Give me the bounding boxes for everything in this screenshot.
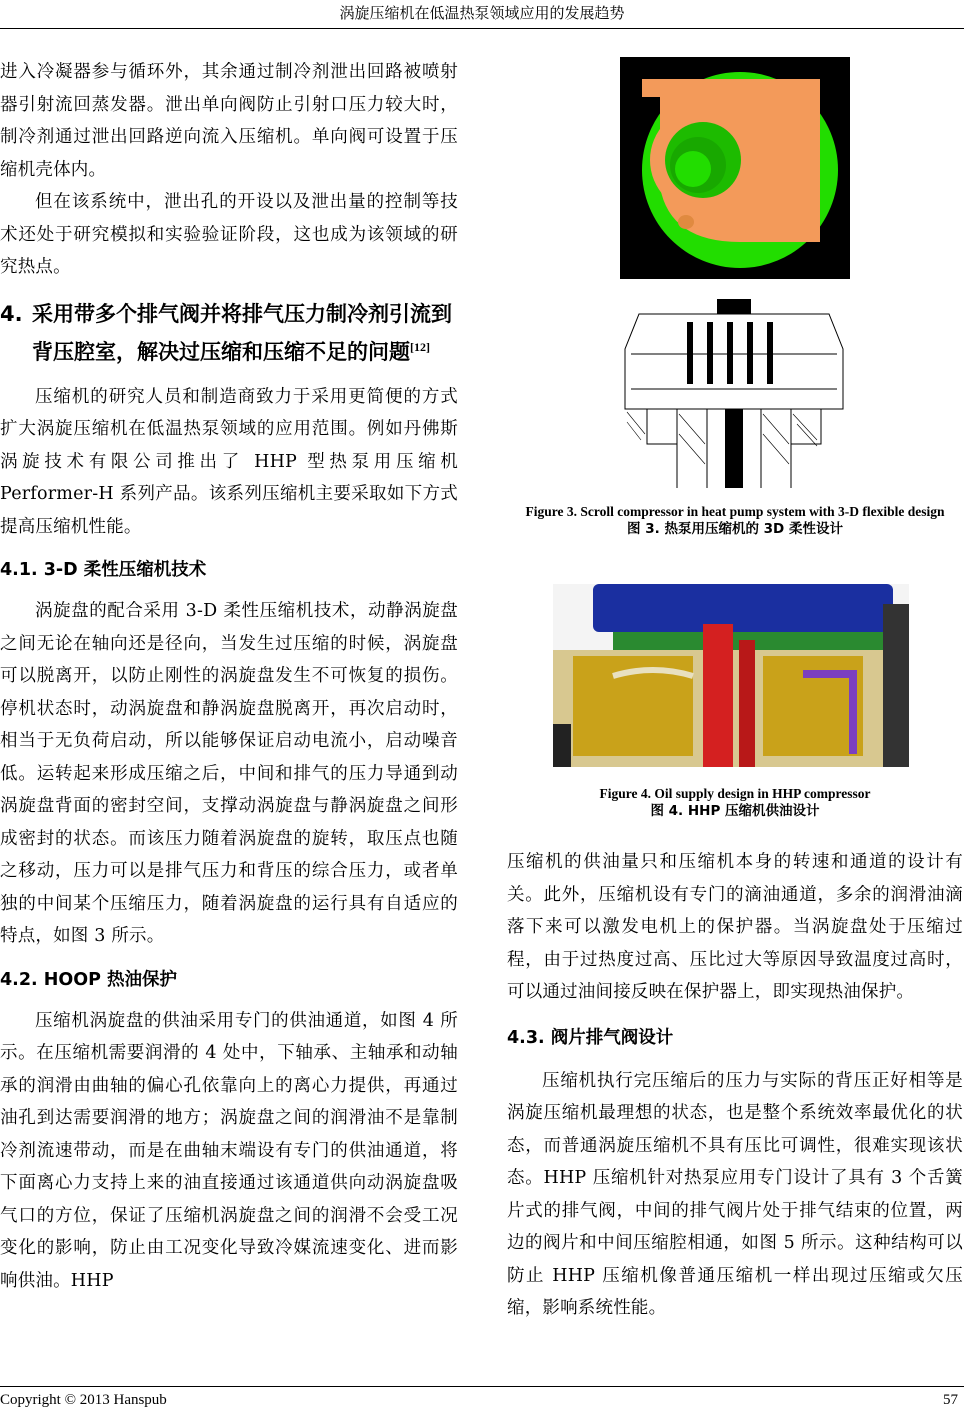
section-4-heading bbox=[0, 298, 458, 369]
caption-chinese: 图 4. HHP 压缩机供油设计 bbox=[650, 803, 820, 819]
section-4-1-heading: 4.1. 3-D 柔性压缩机技术 bbox=[0, 560, 207, 580]
paragraph: 涡旋盘的配合采用 3-D 柔性压缩机技术，动静涡旋盘之间无论在轴向还是径向，当发生过压缩的时候，涡旋盘可以脱离开，以防止刚性的涡旋盘发生不可恢复的损伤。停机状态时，动涡旋盘和静涡旋盘脱离开，再次启动时，相当于无负荷启动，所以能够保证启动电流小，启动噪音低。运转起来形成压缩之后，中间和排气的压力导通到动涡旋盘背面的密封空间，支撑动涡旋盘与静涡旋盘之间形成密封的状态。而该压力随着涡旋盘的旋转，取压点也随之移动，压力可以是排气压力和背压的综合压力，或者单独的中间某个压缩压力，随着涡旋盘的运行具有自适应的特点，如图 3 所示。 bbox=[0, 601, 458, 946]
paragraph: 压缩机的供油量只和压缩机本身的转速和通道的设计有关。此外，压缩机设有专门的滴油通道，多余的润滑油滴落下来可以激发电机上的保护器。当涡旋盘处于压缩过程，由于过热度过高、压比过大等原因导致温度过高时，可以通过油间接反映在保护器上，即实现热油保护。 bbox=[507, 852, 963, 1002]
paragraph: 但在该系统中，泄出孔的开设以及泄出量的控制等技术还处于研究模拟和实验验证阶段，这也成为该领域的研究热点。 bbox=[0, 192, 458, 277]
caption-english: Figure 4. Oil supply design in HHP compressor bbox=[599, 786, 871, 801]
section-title: 采用带多个排气阀并将排气压力制冷剂引流到背压腔室，解决过压缩和压缩不足的问题 bbox=[32, 301, 452, 364]
page-number: 57 bbox=[943, 1392, 958, 1408]
running-header: 涡旋压缩机在低温热泵领域应用的发展趋势 bbox=[339, 4, 625, 22]
section-4-2-heading: 4.2. HOOP 热油保护 bbox=[0, 969, 178, 990]
paragraph: 压缩机执行完压缩后的压力与实际的背压正好相等是涡旋压缩机最理想的状态，也是整个系统效率最优化的状态，而普通涡旋压缩机不具有压比可调性，很难实现该状态。HHP 压缩机针对热泵应用专门设计了具有 3 个舌簧片式的排气阀，中间的排气阀片处于排气结束的位置，两边的阀片和中间压缩腔相通，如图 5 所示。这种结构可以防止 HHP 压缩机像普通压缩机一样出现过压缩或欠压缩，影响系统性能。 bbox=[507, 1070, 963, 1318]
right-column-text bbox=[507, 846, 963, 1325]
figure-3a-image bbox=[620, 57, 850, 279]
figure-3b-drawing bbox=[617, 294, 851, 488]
section-4-3-heading: 4.3. 阀片排气阀设计 bbox=[507, 1027, 674, 1048]
figure-4-caption bbox=[507, 785, 963, 820]
section-number: 4. bbox=[0, 301, 23, 326]
paragraph: 压缩机涡旋盘的供油采用专门的供油通道，如图 4 所示。在压缩机需要润滑的 4 处中，下轴承、主轴承和动轴承的润滑由曲轴的偏心孔依靠向上的离心力提供，再通过油孔到达需要润滑的地方；涡旋盘之间的润滑油不是靠制冷剂流速带动，而是在曲轴末端设有专门的供油通道，将下面离心力支持上来的油直接通过该通道供向动涡旋盘吸气口的方位，保证了压缩机涡旋盘之间的润滑不会受工况变化的影响，防止由工况变化导致冷媒流速变化、进而影响供油。HHP bbox=[0, 1010, 458, 1291]
paragraph: 压缩机的研究人员和制造商致力于采用更简便的方式扩大涡旋压缩机在低温热泵领域的应用范围。例如丹佛斯涡旋技术有限公司推出了 HHP 型热泵用压缩机 Performer-H 系列产品。该系列压缩机主要采取如下方式提高压缩机性能。 bbox=[0, 386, 458, 537]
figure-3-caption bbox=[507, 503, 963, 538]
figure-4-image bbox=[553, 584, 909, 767]
citation[interactable]: [12] bbox=[410, 339, 430, 354]
copyright-notice: Copyright © 2013 Hanspub bbox=[0, 1392, 167, 1408]
footer-rule bbox=[0, 1386, 964, 1387]
header-rule bbox=[0, 28, 964, 29]
caption-english: Figure 3. Scroll compressor in heat pump system with 3-D flexible design bbox=[525, 504, 945, 519]
paragraph: 进入冷凝器参与循环外，其余通过制冷剂泄出回路被喷射器引射流回蒸发器。泄出单向阀防止引射口压力较大时，制冷剂通过泄出回路逆向流入压缩机。单向阀可设置于压缩机壳体内。 bbox=[0, 62, 458, 180]
left-column bbox=[0, 56, 458, 1297]
caption-chinese: 图 3. 热泵用压缩机的 3D 柔性设计 bbox=[627, 521, 843, 537]
